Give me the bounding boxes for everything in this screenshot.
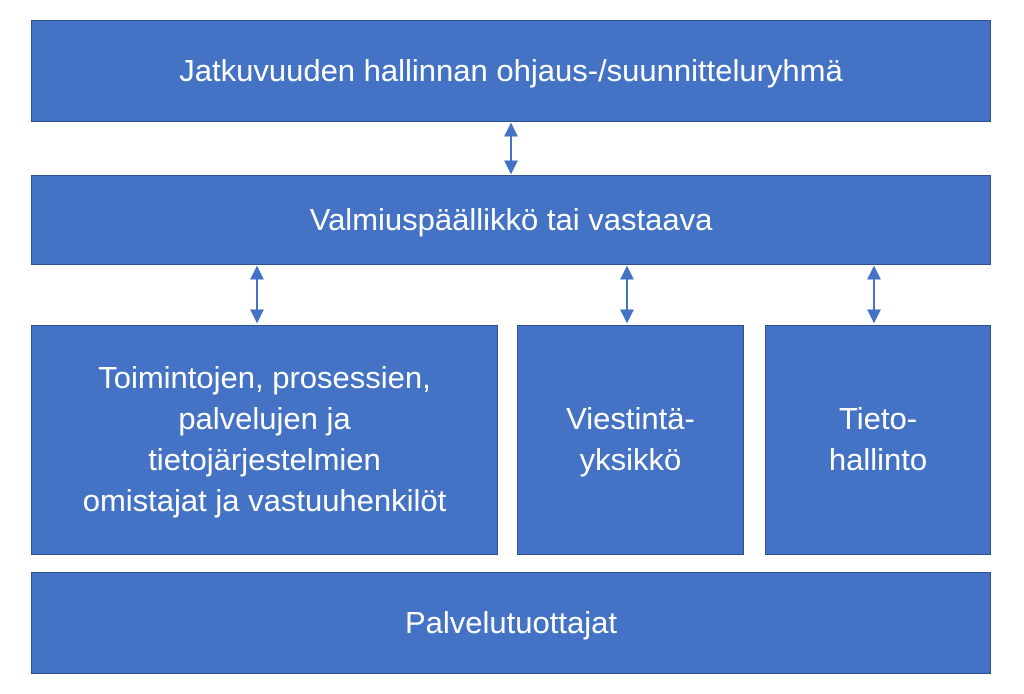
owners-label-line: palvelujen ja bbox=[178, 401, 351, 437]
it-management-label-line: Tieto- bbox=[838, 401, 918, 437]
owners-label-line: tietojärjestelmien bbox=[148, 442, 381, 477]
communications-unit-label-line: yksikkö bbox=[579, 442, 682, 477]
steering-group-label: Jatkuvuuden hallinnan ohjaus-/suunnitteluryhmä bbox=[179, 52, 843, 88]
it-management-label-line: hallinto bbox=[828, 442, 928, 477]
service-providers-label: Palvelutuottajat bbox=[405, 604, 617, 640]
owners-label-line: omistajat ja vastuuhenkilöt bbox=[82, 482, 447, 518]
preparedness-manager-label: Valmiuspäällikkö tai vastaava bbox=[309, 201, 713, 237]
communications-unit-label-line: Viestintä- bbox=[566, 401, 695, 437]
owners-label-line: Toimintojen, prosessien, bbox=[98, 360, 431, 396]
